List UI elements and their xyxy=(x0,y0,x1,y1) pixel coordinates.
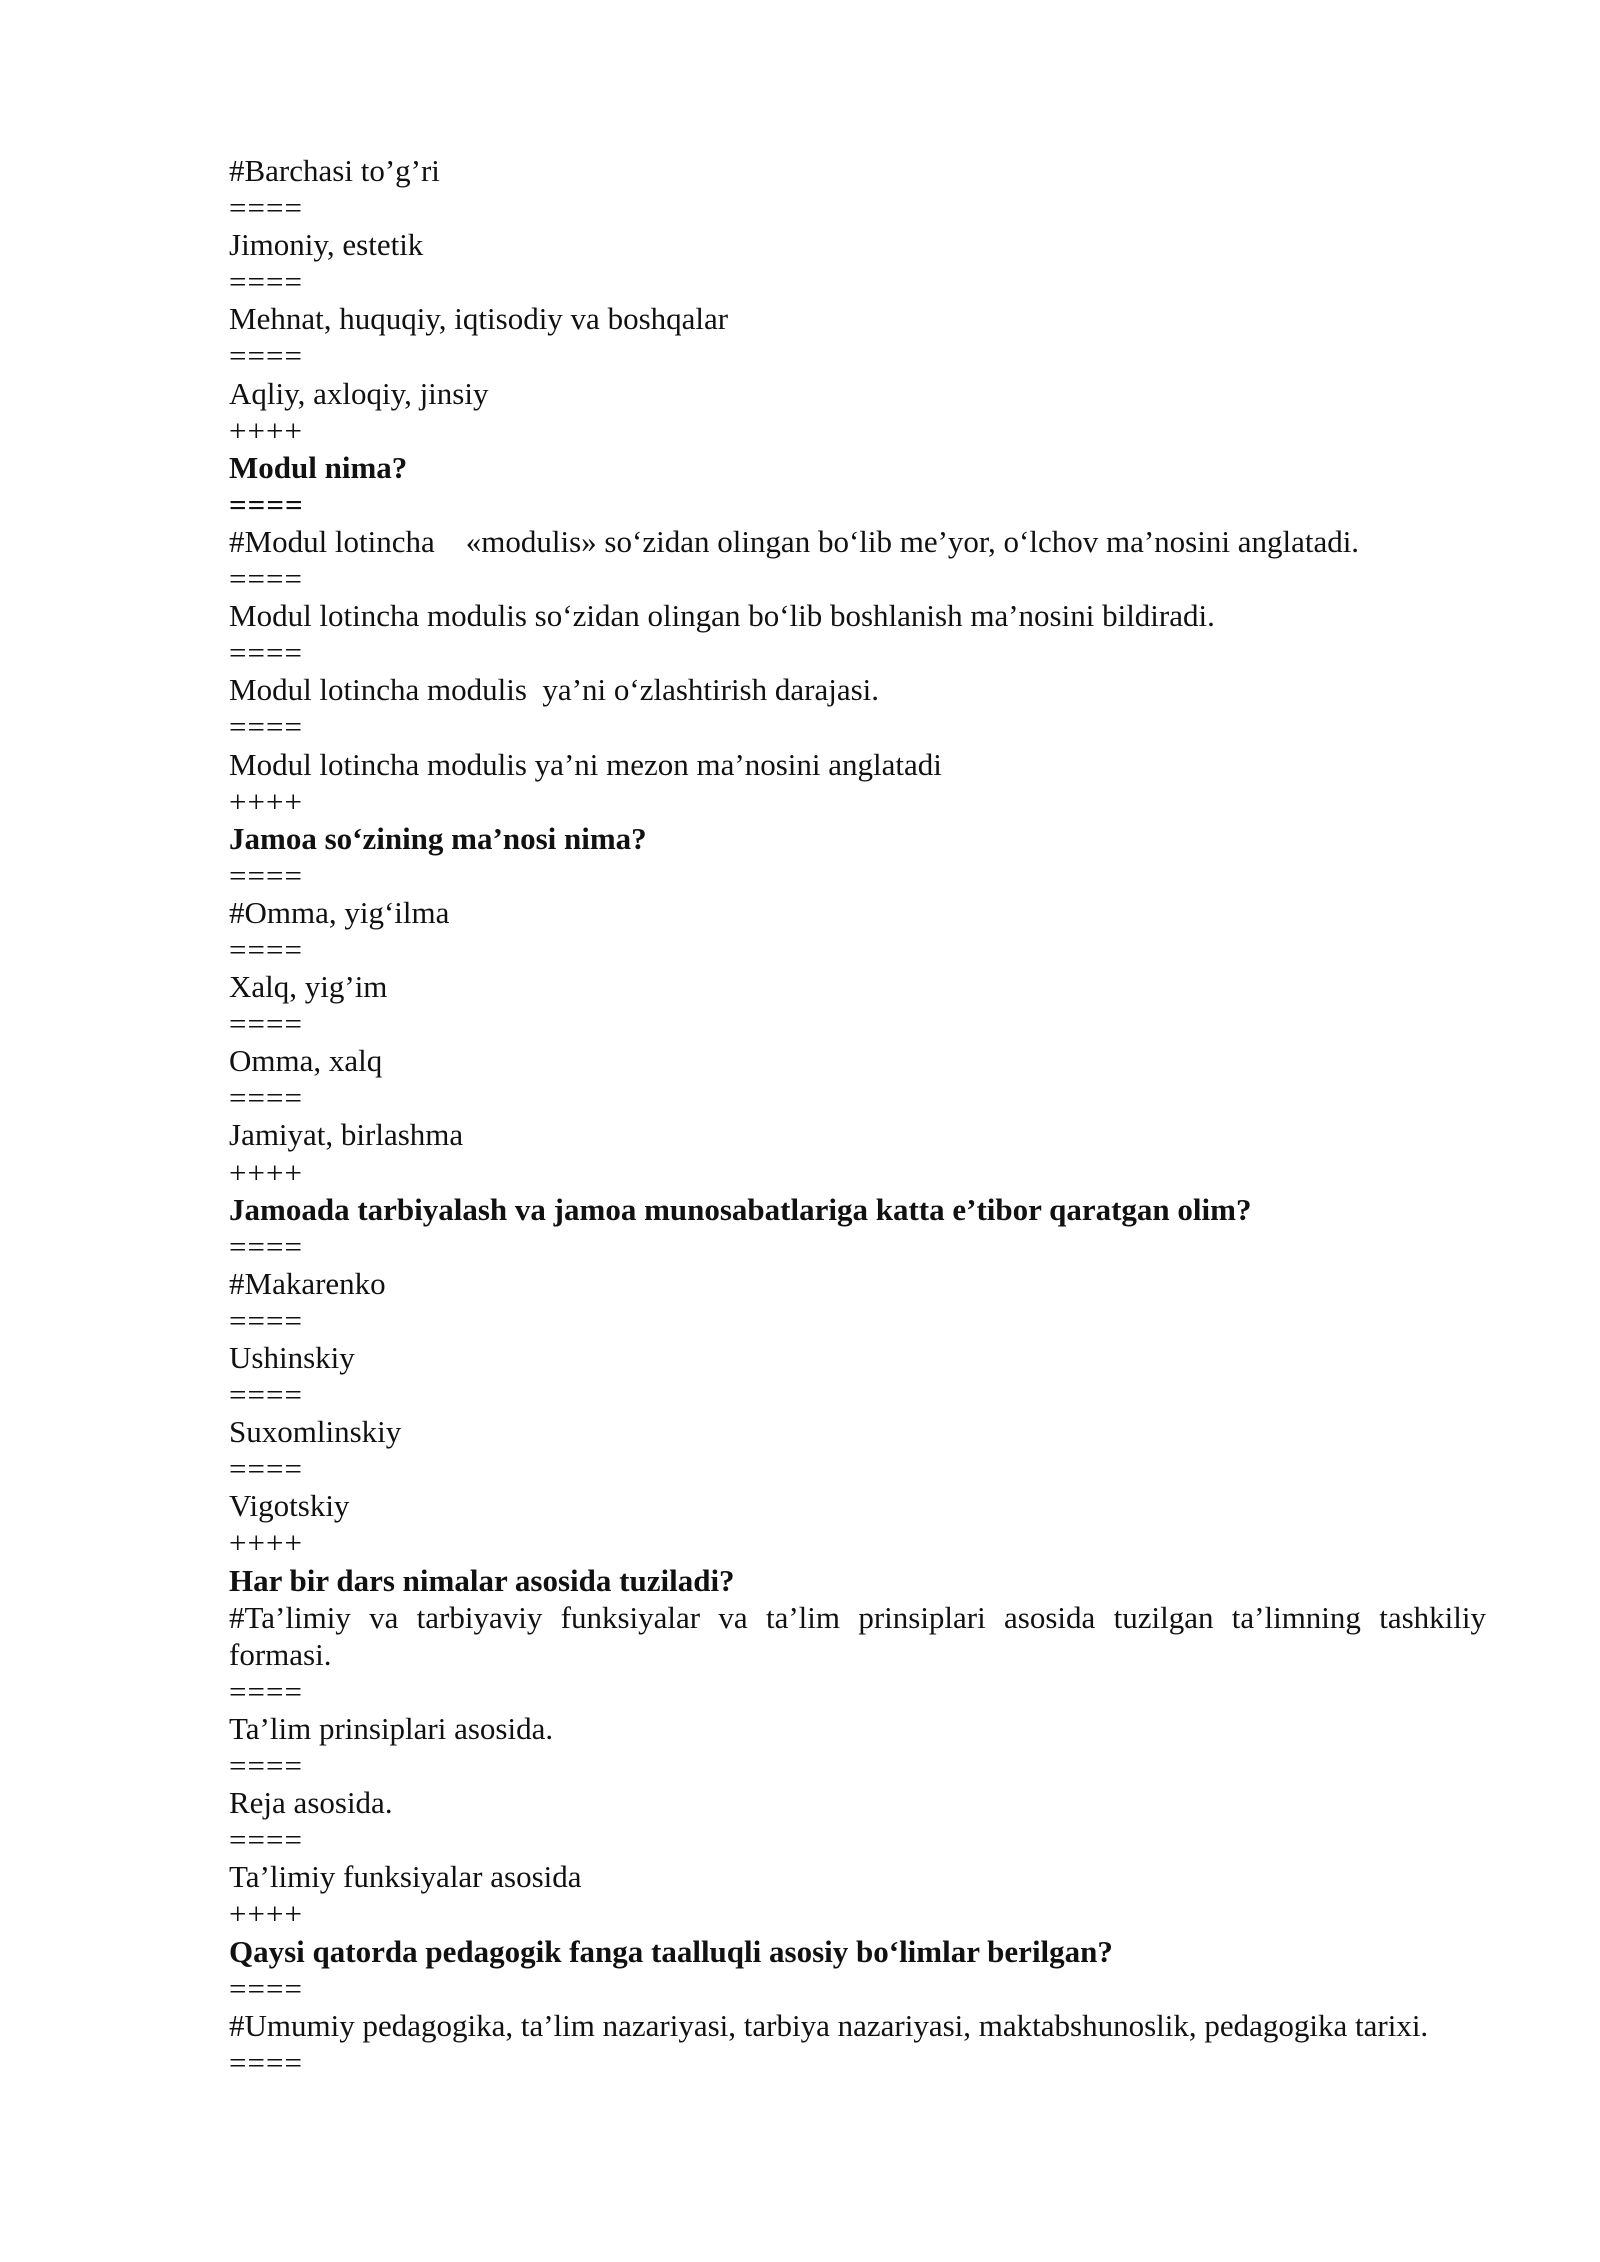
separator: ==== xyxy=(229,486,304,522)
question-heading: Qaysi qatorda pedagogik fanga taalluqli asosiy bo‘limlar berilgan? xyxy=(229,1933,1113,1969)
separator: ==== xyxy=(229,1822,303,1858)
separator: ==== xyxy=(229,190,303,226)
answer-option: Jamiyat, birlashma xyxy=(229,1117,464,1153)
separator: ==== xyxy=(229,857,303,893)
answer-option: #Barchasi to’g’ri xyxy=(229,153,440,188)
separator: ==== xyxy=(229,561,303,597)
separator: ==== xyxy=(229,1080,303,1116)
separator: ==== xyxy=(229,931,303,967)
separator: ==== xyxy=(229,264,303,300)
separator: ==== xyxy=(229,1377,303,1413)
question-heading: Har bir dars nimalar asosida tuziladi? xyxy=(229,1562,735,1598)
answer-option: Omma, xalq xyxy=(229,1043,383,1079)
answer-option: Xalq, yig’im xyxy=(229,969,388,1005)
separator: ==== xyxy=(229,1451,303,1487)
question-heading: Jamoa so‘zining ma’nosi nima? xyxy=(229,820,647,856)
separator: ==== xyxy=(229,709,303,745)
answer-option: #Makarenko xyxy=(229,1265,386,1301)
answer-option: Modul lotincha modulis so‘zidan olingan bo‘lib boshlanish ma’nosini bildiradi. xyxy=(229,598,1215,634)
answer-option: #Modul lotincha «modulis» so‘zidan olingan bo‘lib me’yor, o‘lchov ma’nosini anglatadi. xyxy=(229,523,1360,559)
answer-option: Ushinskiy xyxy=(229,1340,355,1375)
separator: ==== xyxy=(229,1748,303,1784)
separator: ==== xyxy=(229,1302,303,1338)
answer-option: Vigotskiy xyxy=(229,1488,350,1524)
question-separator: ++++ xyxy=(229,783,303,819)
question-separator: ++++ xyxy=(229,412,303,448)
separator: ==== xyxy=(229,2044,303,2080)
answer-option: #Umumiy pedagogika, ta’lim nazariyasi, tarbiya nazariyasi, maktabshunoslik, pedagogika tarixi. xyxy=(229,2007,1429,2043)
separator: ==== xyxy=(229,1970,303,2006)
answer-option: Ta’lim prinsiplari asosida. xyxy=(229,1710,554,1746)
answer-option: Jimoniy, estetik xyxy=(229,227,424,263)
answer-option: Aqliy, axloqiy, jinsiy xyxy=(229,375,489,411)
question-heading: Jamoada tarbiyalash va jamoa munosabatlariga katta e’tibor qaratgan olim? xyxy=(229,1191,1252,1227)
separator: ==== xyxy=(229,1006,303,1042)
question-heading: Modul nima? xyxy=(229,449,408,485)
answer-option: Mehnat, huquqiy, iqtisodiy va boshqalar xyxy=(229,301,729,337)
answer-option: Reja asosida. xyxy=(229,1785,393,1821)
answer-option: Ta’limiy funksiyalar asosida xyxy=(229,1859,582,1895)
separator: ==== xyxy=(229,1673,303,1709)
question-separator: ++++ xyxy=(229,1525,303,1561)
separator: ==== xyxy=(229,338,303,374)
answer-option: Modul lotincha modulis ya’ni o‘zlashtirish darajasi. xyxy=(229,672,880,708)
separator: ==== xyxy=(229,1228,303,1264)
answer-option: #Omma, yig‘ilma xyxy=(229,894,450,930)
answer-option: Suxomlinskiy xyxy=(229,1414,402,1450)
separator: ==== xyxy=(229,635,303,671)
question-separator: ++++ xyxy=(229,1154,303,1190)
answer-option: Modul lotincha modulis ya’ni mezon ma’nosini anglatadi xyxy=(229,746,942,782)
answer-option: #Ta’limiy va tarbiyaviy funksiyalar va ta’lim prinsiplari asosida tuzilgan ta’limning tashkiliy formasi. xyxy=(229,1599,1496,1672)
question-separator: ++++ xyxy=(229,1896,303,1932)
document-page xyxy=(229,152,1496,2081)
